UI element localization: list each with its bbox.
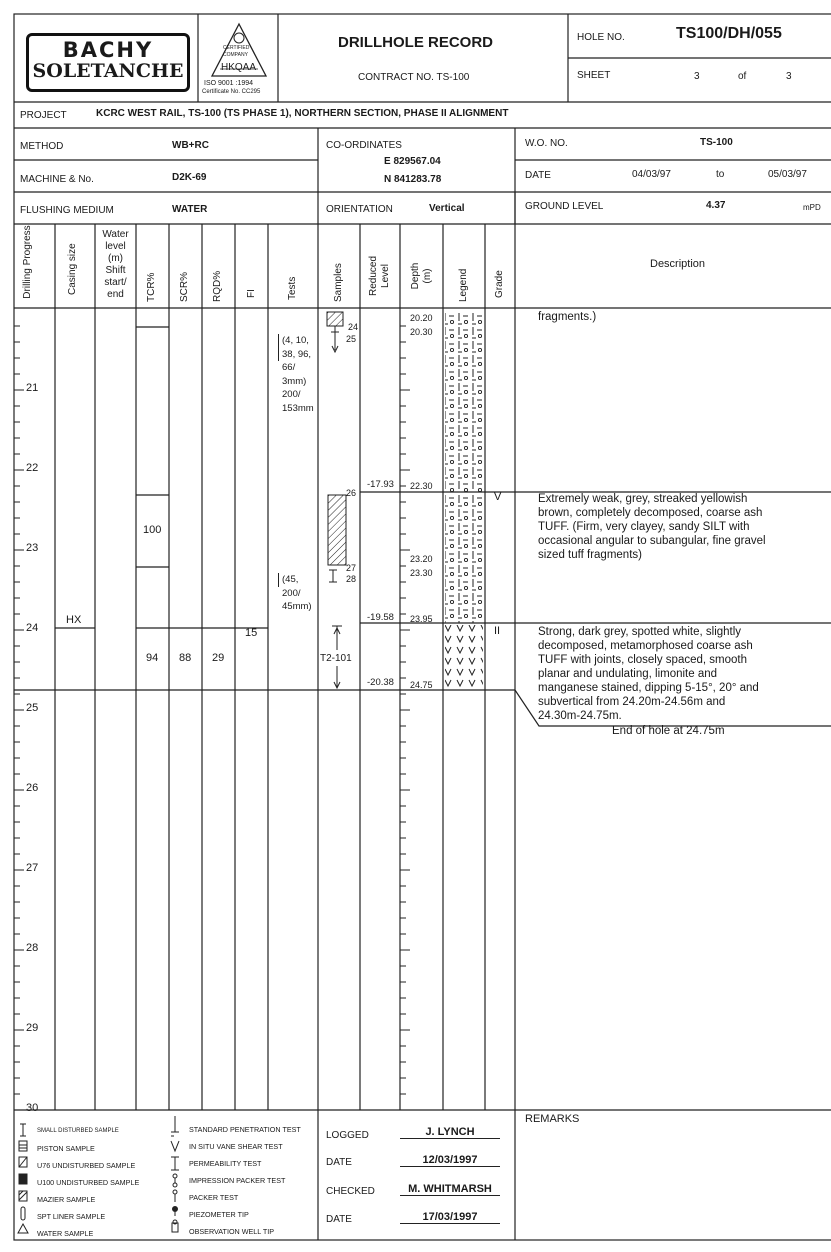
sample-28: 28 [346,574,357,584]
col-fi: FI [246,289,257,298]
sample-24: 24 [348,322,359,332]
key-test-types [189,1121,301,1240]
key-u76: U76 UNDISTURBED SAMPLE [37,1161,136,1170]
spt1-line2: 38, 96, [278,348,314,362]
contract-no: CONTRACT NO. TS-100 [358,72,470,83]
flushing-value: WATER [172,204,208,215]
spt1-line1: (4, 10, [278,334,314,348]
spt2-line2: 200/ [282,587,301,599]
rqd-run2: 29 [212,652,225,664]
depth-label-27: 27 [26,862,39,874]
hole-no: TS100/DH/055 [676,25,782,42]
depth-23-95: 23.95 [410,614,433,624]
key-sample-types [37,1123,139,1242]
logo-line1: BACHY [62,38,154,62]
cert-org: HKQAA [221,62,257,73]
logged-label: LOGGED [326,1130,369,1141]
depth-23-20: 23.20 [410,554,433,564]
ground-level-unit: mPD [803,203,821,212]
col-scr: SCR% [179,271,190,302]
logged-date: 12/03/1997 [400,1154,500,1167]
key-piston: PISTON SAMPLE [37,1144,95,1153]
tcr-run2: 94 [146,652,159,664]
sample-25: 25 [346,334,357,344]
easting: E 829567.04 [384,156,441,167]
key-u100: U100 UNDISTURBED SAMPLE [37,1178,140,1187]
checked-by: M. WHITMARSH [400,1183,500,1196]
col-rqd: RQD% [212,270,223,302]
key-permeability: PERMEABILITY TEST [189,1159,262,1168]
key-small-disturbed: SMALL DISTURBED SAMPLE [37,1128,119,1134]
spt1-line4: 3mm) [282,375,307,387]
desc2-line3: TUFF with joints, closely spaced, smooth [538,654,747,666]
desc1-line3: TUFF. (Firm, very clayey, sandy SILT with [538,521,750,533]
depth-label-23: 23 [26,542,39,554]
col-water-level [95,229,136,301]
hole-no-label: HOLE NO. [577,32,625,43]
depth-label-21: 21 [26,382,39,394]
legend-pattern-rock [443,623,485,690]
depth-20-30: 20.30 [410,327,433,337]
key-water-sample: WATER SAMPLE [37,1229,94,1238]
desc1-line1: Extremely weak, grey, streaked yellowish [538,493,748,505]
spt-test-2 [278,573,312,614]
sheet-total: 3 [786,71,792,82]
remarks-label: REMARKS [525,1113,580,1125]
key-piezometer: PIEZOMETER TIP [189,1210,249,1219]
logged-date-label: DATE [326,1157,352,1168]
date-from: 04/03/97 [632,169,671,180]
key-packer: PACKER TEST [189,1193,239,1202]
northing: N 841283.78 [384,174,442,185]
depth-24-75: 24.75 [410,680,433,690]
legend-pattern-tuff [443,312,485,623]
sheet-no: 3 [694,71,700,82]
key-symbols-right [166,1112,186,1240]
sheet-label: SHEET [577,70,611,81]
checked-label: CHECKED [326,1186,375,1197]
sample-t2-101: T2-101 [320,653,352,664]
col-tcr: TCR% [146,272,157,302]
col-drilling-progress: Drilling Progress [22,225,33,299]
depth-23-30: 23.30 [410,568,433,578]
tcr-run1: 100 [143,524,162,536]
key-vane-shear: IN SITU VANE SHEAR TEST [189,1142,283,1151]
depth-20-20: 20.20 [410,313,433,323]
depth-label-29: 29 [26,1022,39,1034]
reduced-level-3: -20.38 [367,677,394,688]
cert-iso: ISO 9001 :1994 [204,80,254,87]
water-line-5: start/ [104,277,127,288]
description-stratum-2 [538,625,759,723]
water-line-3: (m) [108,253,123,264]
wo-label: W.O. NO. [525,138,568,149]
fi-run2: 15 [245,627,258,639]
depth-22-30: 22.30 [410,481,433,491]
casing-size-value: HX [66,614,82,626]
checked-date: 17/03/1997 [400,1211,500,1224]
desc2-line1: Strong, dark grey, spotted white, slightly [538,626,742,638]
reduced-level-2: -19.58 [367,612,394,623]
logged-by: J. LYNCH [400,1126,500,1139]
form-title: DRILLHOLE RECORD [338,34,493,51]
desc2-line5: manganese stained, dipping 5-15°, 20° and [538,682,759,694]
desc1-line4: occasional angular to subangular, fine gravel [538,535,766,547]
reduced-level-1: -17.93 [367,479,394,490]
depth-label-22: 22 [26,462,39,474]
cert-mid: COMPANY [223,52,248,58]
logo-line2: SOLETANCHE [32,60,184,82]
date-to-label: to [716,169,725,180]
col-grade: Grade [494,270,505,298]
desc2-line2: decomposed, metamorphosed coarse ash [538,640,753,652]
depth-label-28: 28 [26,942,39,954]
desc2-line7: 24.30m-24.75m. [538,710,622,722]
date-label: DATE [525,170,551,181]
method-label: METHOD [20,141,64,152]
project-label: PROJECT [20,110,67,121]
description-continued: fragments.) [538,311,597,323]
col-samples: Samples [333,263,344,302]
col-casing-size: Casing size [67,243,78,295]
samples-graphics [318,308,360,698]
depth-label-26: 26 [26,782,39,794]
spt2-line1: (45, [278,573,312,587]
description-stratum-1 [538,492,766,562]
water-line-2: level [105,241,126,252]
key-spt: STANDARD PENETRATION TEST [189,1125,301,1134]
cert-no: Certificate No. CC295 [202,89,261,95]
scr-run2: 88 [179,652,192,664]
spt1-line3: 66/ [282,362,296,373]
col-tests: Tests [287,276,298,300]
method-value: WB+RC [172,140,209,151]
company-logo [26,33,190,92]
checked-date-label: DATE [326,1214,352,1225]
machine-value: D2K-69 [172,172,207,183]
col-description: Description [650,258,706,270]
key-observation-well: OBSERVATION WELL TIP [189,1227,275,1236]
orientation-label: ORIENTATION [326,204,393,215]
col-depth: Depth (m) [410,262,433,290]
project-name: KCRC WEST RAIL, TS-100 (TS PHASE 1), NORTHERN SECTION, PHASE II ALIGNMENT [96,108,509,119]
sample-27: 27 [346,563,357,573]
key-mazier: MAZIER SAMPLE [37,1195,96,1204]
orientation-value: Vertical [429,203,465,214]
col-legend: Legend [458,268,469,302]
key-spt-liner: SPT LINER SAMPLE [37,1212,106,1221]
desc2-line4: planar and undulating, limonite and [538,668,718,680]
sample-26: 26 [346,488,357,498]
end-of-hole: End of hole at 24.75m [612,725,725,737]
spt1-line6: 153mm [282,402,314,414]
ground-level-label: GROUND LEVEL [525,201,604,212]
machine-label: MACHINE & No. [20,174,94,185]
key-impression-packer: IMPRESSION PACKER TEST [189,1176,286,1185]
ground-level-value: 4.37 [706,200,726,211]
spt1-line5: 200/ [282,389,301,400]
desc2-line6: subvertical from 24.20m-24.56m and [538,696,726,708]
sheet-of: of [738,71,747,82]
spt-test-1 [278,334,314,415]
spt2-line3: 45mm) [282,601,312,612]
col-reduced-level: Reduced Level [368,255,391,297]
depth-label-30: 30 [26,1102,39,1114]
depth-label-24: 24 [26,622,39,634]
desc1-line5: sized tuff fragments) [538,549,642,561]
depth-label-25: 25 [26,702,39,714]
grade-v: V [494,491,502,503]
water-line-6: end [107,289,124,300]
coordinates-label: CO-ORDINATES [326,140,402,151]
date-to: 05/03/97 [768,169,807,180]
flushing-label: FLUSHING MEDIUM [20,205,114,216]
grade-ii: II [494,625,501,637]
water-line-4: Shift [105,265,126,276]
cert-top: CERTIFIED [223,45,250,51]
desc1-line2: brown, completely decomposed, coarse ash [538,507,763,519]
water-line-1: Water [102,229,129,240]
wo-value: TS-100 [700,137,733,148]
